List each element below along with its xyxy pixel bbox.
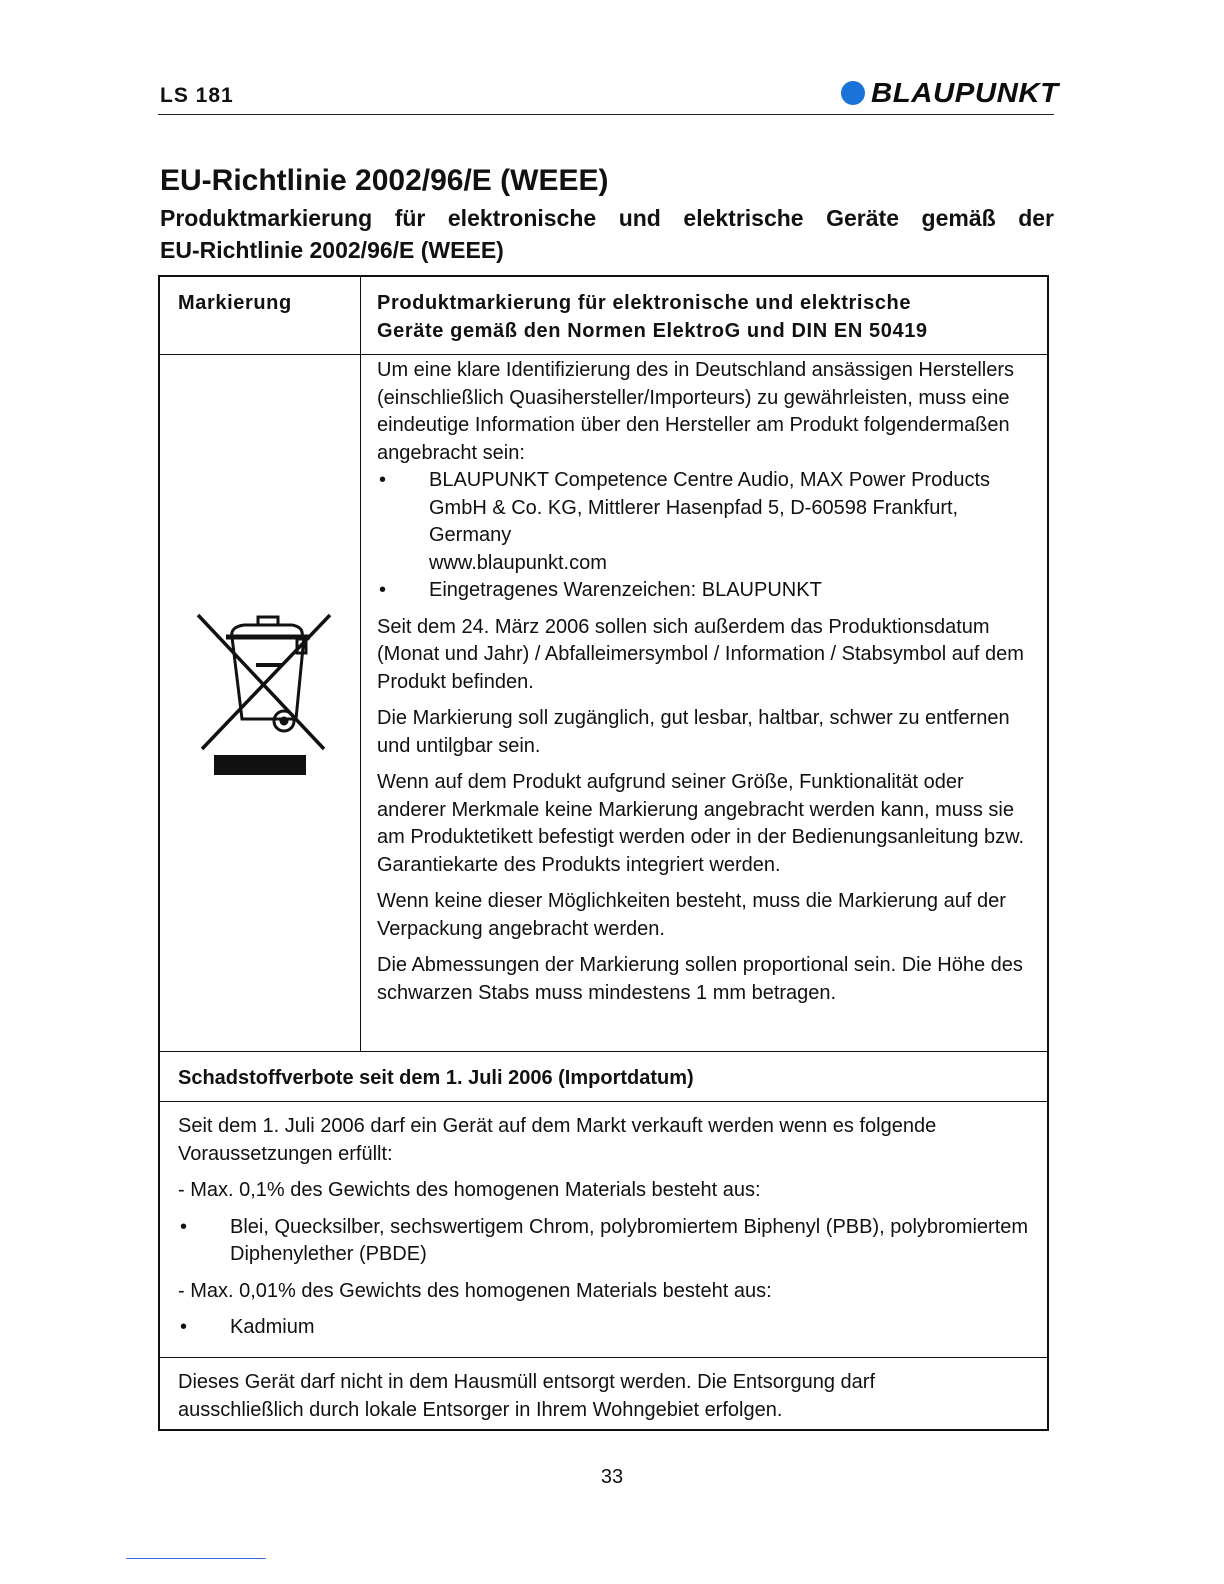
list-item xyxy=(178,1214,1030,1269)
crossed-out-wheelie-bin-icon xyxy=(194,609,334,779)
col2-header xyxy=(377,289,1037,345)
col1-header: Markierung xyxy=(178,292,292,314)
paragraph-dimensions: Die Abmessungen der Markierung sollen proportional sein. Die Höhe des schwarzen Stabs muss mindestens 1 mm betragen. xyxy=(377,954,1023,1004)
restrictions-heading: Schadstoffverbote seit dem 1. Juli 2006 (Importdatum) xyxy=(178,1067,694,1089)
brand-dot-icon xyxy=(841,81,865,105)
subtitle-line-2: EU-Richtlinie 2002/96/E (WEEE) xyxy=(160,237,504,263)
footer-rule xyxy=(126,1558,266,1559)
list-item xyxy=(377,467,1033,577)
bullet-icon: • xyxy=(379,579,387,601)
intro-paragraph: Um eine klare Identifizierung des in Deutschland ansässigen Herstellers (einschließlich Quasihersteller/Importeurs) zu gewährleisten, muss eine eindeutige Information über den Hersteller am Produkt folgendermaßen angebracht sein: xyxy=(377,359,1014,464)
paragraph-packaging: Wenn keine dieser Möglichkeiten besteht, muss die Markierung auf der Verpackung angebracht werden. xyxy=(377,890,1006,940)
list-item xyxy=(178,1314,1030,1342)
brand-logo xyxy=(841,77,1059,108)
restrictions-intro: Seit dem 1. Juli 2006 darf ein Gerät auf dem Markt verkauft werden wenn es folgende Voraussetzungen erfüllt: xyxy=(178,1115,937,1165)
col2-header-line-1: Produktmarkierung für elektronische und elektrische xyxy=(377,292,912,314)
table-divider xyxy=(160,1051,1047,1052)
bullet-icon: • xyxy=(379,469,387,491)
weee-table xyxy=(158,275,1049,1431)
weee-symbol xyxy=(194,609,334,779)
paragraph-size-exception: Wenn auf dem Produkt aufgrund seiner Größe, Funktionalität oder anderer Merkmale keine Markierung angebracht werden kann, muss sie am Produktetikett befestigt werden oder in der Bedienungsanleitung bzw. Garantiekarte des Produkts integriert werden. xyxy=(377,771,1025,876)
manufacturer-address: BLAUPUNKT Competence Centre Audio, MAX Power Products GmbH & Co. KG, Mittlerer Hasenpfad 5, D-60598 Frankfurt, Germany xyxy=(429,469,990,546)
column-divider xyxy=(360,277,361,1051)
bullet-icon: • xyxy=(180,1316,188,1338)
manufacturer-website: www.blaupunkt.com xyxy=(429,551,607,574)
page-title: EU-Richtlinie 2002/96/E (WEEE) xyxy=(160,164,609,197)
table-divider xyxy=(160,1101,1047,1102)
limit-2: - Max. 0,01% des Gewichts des homogenen Materials besteht aus: xyxy=(178,1279,772,1302)
model-label: LS 181 xyxy=(160,84,234,107)
restrictions-body xyxy=(160,1113,1030,1342)
page-subtitle xyxy=(160,202,1054,266)
paragraph-durability: Die Markierung soll zugänglich, gut lesbar, haltbar, schwer zu entfernen und untilgbar sein. xyxy=(377,707,1010,757)
page-header xyxy=(158,74,1059,115)
paragraph-date-requirement: Seit dem 24. März 2006 sollen sich außerdem das Produktionsdatum (Monat und Jahr) / Abfalleimersymbol / Information / Stabsymbol auf dem Produkt befinden. xyxy=(377,615,1024,693)
table-divider xyxy=(160,1357,1047,1358)
manufacturer-list xyxy=(377,467,1033,605)
page-number: 33 xyxy=(600,1466,624,1488)
limit-1: - Max. 0,1% des Gewichts des homogenen Materials besteht aus: xyxy=(178,1179,761,1201)
disposal-note: Dieses Gerät darf nicht in dem Hausmüll entsorgt werden. Die Entsorgung darf ausschließlich durch lokale Entsorger in Ihrem Wohngebiet erfolgen. xyxy=(178,1371,876,1421)
trademark-text: Eingetragenes Warenzeichen: BLAUPUNKT xyxy=(429,579,822,601)
col2-header-line-2: Geräte gemäß den Normen ElektroG und DIN EN 50419 xyxy=(377,320,928,342)
limit-2-substances: Kadmium xyxy=(230,1316,315,1338)
marking-details xyxy=(377,357,1033,1007)
limit-1-substances: Blei, Quecksilber, sechswertigem Chrom, polybromiertem Biphenyl (PBB), polybromiertem Diphenylether (PBDE) xyxy=(230,1215,1029,1265)
brand-name: BLAUPUNKT xyxy=(871,77,1059,108)
limit-2-list xyxy=(178,1314,1030,1342)
limit-1-list xyxy=(178,1214,1030,1269)
subtitle-line-1: Produktmarkierung für elektronische und elektrische Geräte gemäß der xyxy=(160,205,1054,231)
bullet-icon: • xyxy=(180,1215,188,1238)
list-item xyxy=(377,577,1033,605)
table-divider xyxy=(160,354,1047,355)
